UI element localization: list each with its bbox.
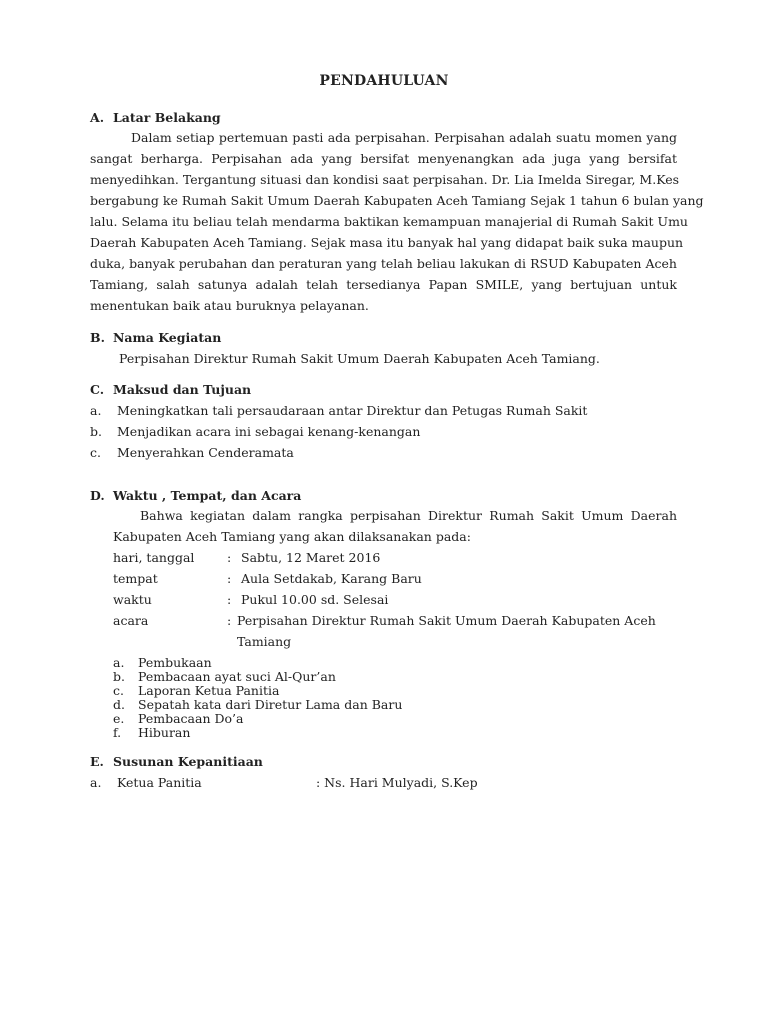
schedule-colon: : <box>227 613 232 628</box>
list-marker: b. <box>90 424 102 439</box>
section-d-intro <box>113 505 677 547</box>
section-b-title: Nama Kegiatan <box>113 330 222 345</box>
schedule-value: Sabtu, 12 Maret 2016 <box>241 550 381 565</box>
acara-item <box>113 684 279 698</box>
paragraph-line: sangat berharga. Perpisahan ada yang bersifat menyenangkan ada juga yang bersifat <box>90 151 677 166</box>
schedule-key: tempat <box>113 571 158 586</box>
section-e-marker: E. <box>90 754 104 769</box>
section-d-title: Waktu , Tempat, dan Acara <box>113 488 302 503</box>
section-c-title: Maksud dan Tujuan <box>113 382 252 397</box>
acara-text: Hiburan <box>138 725 191 740</box>
schedule-colon: : <box>227 571 232 586</box>
committee-member: : Ns. Hari Mulyadi, S.Kep <box>316 775 478 790</box>
list-item <box>90 424 420 439</box>
committee-marker: a. <box>90 775 102 790</box>
section-e-title: Susunan Kepanitiaan <box>113 754 263 769</box>
paragraph-line: Daerah Kabupaten Aceh Tamiang. Sejak masa itu banyak hal yang didapat baik suka maupun <box>90 235 684 250</box>
schedule-value: Pukul 10.00 sd. Selesai <box>241 592 389 607</box>
section-a-heading <box>90 110 221 125</box>
acara-marker: d. <box>113 697 125 712</box>
schedule-key: waktu <box>113 592 152 607</box>
acara-text: Pembacaan Do’a <box>138 711 244 726</box>
acara-item <box>113 670 336 684</box>
schedule-row <box>113 592 388 607</box>
schedule-value: Perpisahan Direktur Rumah Sakit Umum Daerah Kabupaten Aceh <box>237 613 656 628</box>
schedule-value: Aula Setdakab, Karang Baru <box>241 571 422 586</box>
schedule-colon: : <box>227 592 232 607</box>
schedule-row <box>113 550 380 565</box>
list-text: Menyerahkan Cenderamata <box>117 445 294 460</box>
acara-marker: b. <box>113 669 125 684</box>
section-e-heading <box>90 754 263 769</box>
section-a-title: Latar Belakang <box>113 110 221 125</box>
list-text: Menjadikan acara ini sebagai kenang-kenangan <box>117 424 421 439</box>
section-d-marker: D. <box>90 488 105 503</box>
acara-item <box>113 726 190 740</box>
acara-text: Sepatah kata dari Diretur Lama dan Baru <box>138 697 403 712</box>
section-c-heading <box>90 382 251 397</box>
schedule-colon: : <box>227 550 232 565</box>
acara-marker: c. <box>113 683 124 698</box>
section-d-heading <box>90 488 301 503</box>
paragraph-line: lalu. Selama itu beliau telah mendarma baktikan kemampuan manajerial di Rumah Sakit Umu <box>90 214 688 229</box>
acara-text: Pembacaan ayat suci Al-Qur’an <box>138 669 336 684</box>
acara-item <box>113 712 243 726</box>
paragraph-line: menyedihkan. Tergantung situasi dan kondisi saat perpisahan. Dr. Lia Imelda Siregar, M.Kes <box>90 172 680 187</box>
list-item <box>90 445 294 460</box>
acara-item <box>113 656 212 670</box>
schedule-key: hari, tanggal <box>113 550 195 565</box>
list-marker: c. <box>90 445 101 460</box>
paragraph-line: Bahwa kegiatan dalam rangka perpisahan Direktur Rumah Sakit Umum Daerah <box>140 508 677 523</box>
section-b-marker: B. <box>90 330 105 345</box>
paragraph-line: Dalam setiap pertemuan pasti ada perpisahan. Perpisahan adalah suatu momen yang <box>131 130 677 145</box>
acara-marker: f. <box>113 725 122 740</box>
section-c-marker: C. <box>90 382 105 397</box>
schedule-row <box>113 571 422 586</box>
acara-marker: e. <box>113 711 125 726</box>
section-a-marker: A. <box>90 110 105 125</box>
schedule-key: acara <box>113 613 149 628</box>
section-a-paragraph <box>90 127 704 316</box>
acara-marker: a. <box>113 655 125 670</box>
paragraph-line: duka, banyak perubahan dan peraturan yang telah beliau lakukan di RSUD Kabupaten Aceh <box>90 256 677 271</box>
list-item <box>90 403 587 418</box>
acara-text: Laporan Ketua Panitia <box>138 683 280 698</box>
list-text: Meningkatkan tali persaudaraan antar Direktur dan Petugas Rumah Sakit <box>117 403 588 418</box>
paragraph-line: Tamiang, salah satunya adalah telah tersedianya Papan SMILE, yang bertujuan untuk <box>90 277 677 292</box>
schedule-value-continued: Tamiang <box>237 634 292 649</box>
acara-item <box>113 698 402 712</box>
schedule-row <box>113 613 656 628</box>
committee-role: Ketua Panitia <box>117 775 202 790</box>
section-b-heading <box>90 330 221 345</box>
section-b-text: Perpisahan Direktur Rumah Sakit Umum Daerah Kabupaten Aceh Tamiang. <box>119 351 600 366</box>
paragraph-line: bergabung ke Rumah Sakit Umum Daerah Kabupaten Aceh Tamiang Sejak 1 tahun 6 bulan yang <box>90 193 704 208</box>
acara-text: Pembukaan <box>138 655 212 670</box>
committee-row <box>90 775 478 790</box>
page-title: PENDAHULUAN <box>319 73 449 89</box>
paragraph-line: menentukan baik atau buruknya pelayanan. <box>90 298 369 313</box>
paragraph-line: Kabupaten Aceh Tamiang yang akan dilaksanakan pada: <box>113 529 471 544</box>
list-marker: a. <box>90 403 102 418</box>
